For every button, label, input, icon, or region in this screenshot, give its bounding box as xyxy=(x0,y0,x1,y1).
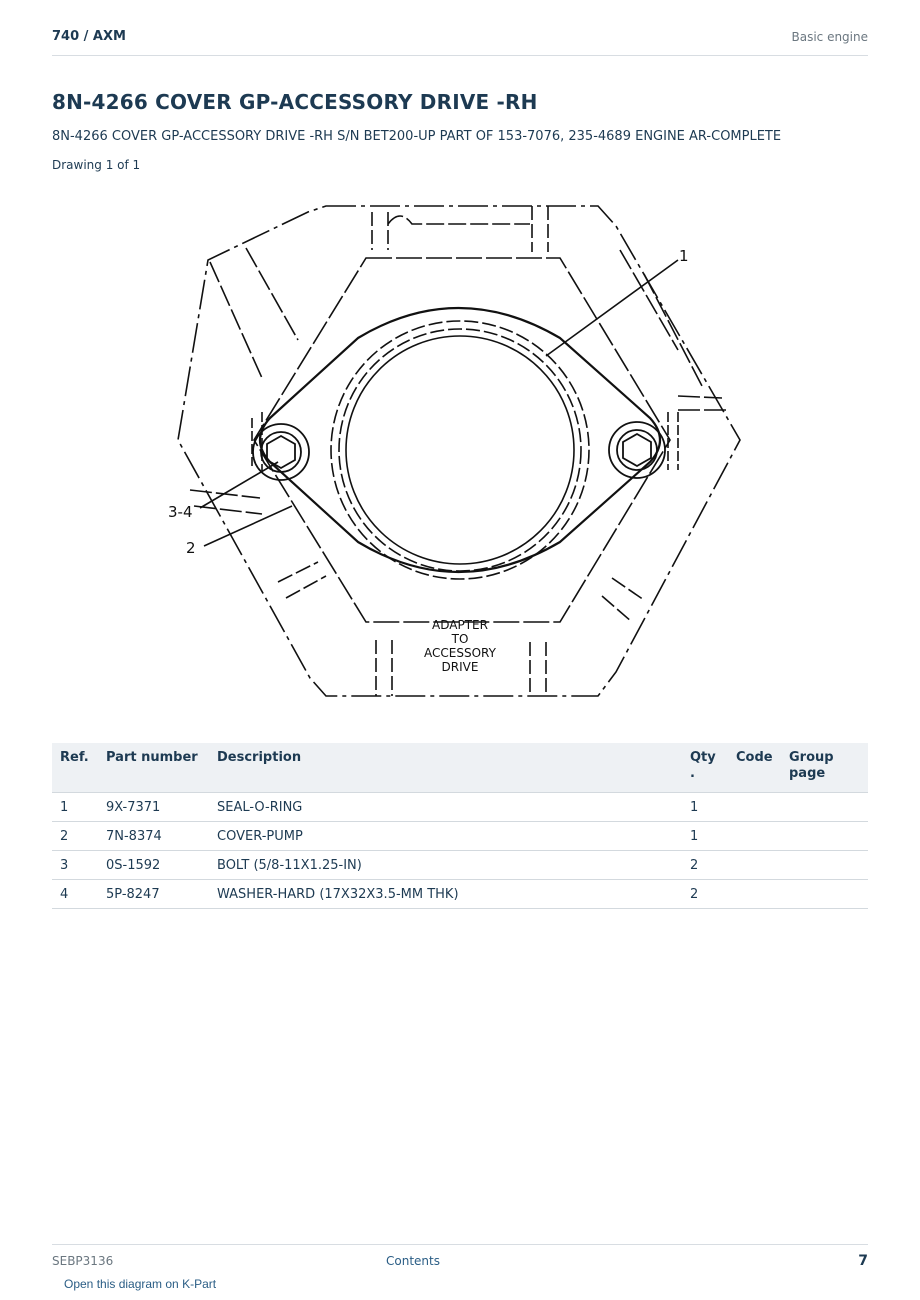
col-qty xyxy=(682,743,728,793)
section-label: Basic engine xyxy=(791,30,868,44)
cell-description: BOLT (5/8-11X1.25-IN) xyxy=(209,851,682,880)
col-ref: Ref. xyxy=(52,743,98,793)
cell-description: SEAL-O-RING xyxy=(209,793,682,822)
adapter-label-line-4: DRIVE xyxy=(441,660,479,674)
cell-group-page xyxy=(781,793,868,822)
adapter-label-line-3: ACCESSORY xyxy=(424,646,496,660)
cell-qty: 1 xyxy=(682,822,728,851)
page-header xyxy=(52,29,868,56)
contents-link[interactable]: Contents xyxy=(386,1254,440,1268)
cell-group-page xyxy=(781,880,868,909)
seal-o-ring xyxy=(331,321,589,579)
cell-part-number: 0S-1592 xyxy=(98,851,209,880)
cell-code xyxy=(728,880,781,909)
document-id: SEBP3136 xyxy=(52,1254,114,1268)
cell-group-page xyxy=(781,822,868,851)
open-kpart-link[interactable]: Open this diagram on K-Part xyxy=(64,1277,217,1291)
cell-group-page xyxy=(781,851,868,880)
adapter-label xyxy=(424,618,497,674)
callout-3-4: 3-4 xyxy=(168,503,193,521)
table-row xyxy=(52,822,868,851)
page-number: 7 xyxy=(858,1253,868,1269)
cell-qty: 2 xyxy=(682,851,728,880)
col-description: Description xyxy=(209,743,682,793)
parts-table-header xyxy=(52,743,868,793)
drawing-count: Drawing 1 of 1 xyxy=(52,158,141,172)
cell-part-number: 7N-8374 xyxy=(98,822,209,851)
col-group-line-1: Group xyxy=(789,750,834,765)
cell-ref: 3 xyxy=(52,851,98,880)
page-footer xyxy=(52,1244,868,1269)
adapter-label-line-1: ADAPTER xyxy=(432,618,488,632)
cell-part-number: 9X-7371 xyxy=(98,793,209,822)
col-group-page xyxy=(781,743,868,793)
col-group-line-2: page xyxy=(789,766,826,781)
table-row xyxy=(52,793,868,822)
cell-qty: 1 xyxy=(682,793,728,822)
page-title: 8N-4266 COVER GP-ACCESSORY DRIVE -RH xyxy=(52,90,538,114)
cell-ref: 4 xyxy=(52,880,98,909)
cell-ref: 1 xyxy=(52,793,98,822)
callout-2: 2 xyxy=(186,539,196,557)
cell-ref: 2 xyxy=(52,822,98,851)
col-code: Code xyxy=(728,743,781,793)
cell-description: COVER-PUMP xyxy=(209,822,682,851)
col-qty-line-2: . xyxy=(690,766,695,781)
col-qty-line-1: Qty xyxy=(690,750,716,765)
cell-code xyxy=(728,793,781,822)
parts-table xyxy=(52,743,868,909)
cell-part-number: 5P-8247 xyxy=(98,880,209,909)
cell-qty: 2 xyxy=(682,880,728,909)
cover-plate xyxy=(260,308,660,572)
page-subtitle: 8N-4266 COVER GP-ACCESSORY DRIVE -RH S/N BET200-UP PART OF 153-7076, 235-4689 ENGINE AR-COMPLETE xyxy=(52,129,782,144)
bolt-right xyxy=(609,422,665,478)
parts-diagram xyxy=(150,190,770,710)
cell-code xyxy=(728,822,781,851)
table-row xyxy=(52,851,868,880)
table-row xyxy=(52,880,868,909)
callout-1: 1 xyxy=(679,247,689,265)
col-part-number: Part number xyxy=(98,743,209,793)
adapter-label-line-2: TO xyxy=(451,632,469,646)
leader-lines xyxy=(200,260,678,546)
model-label: 740 / AXM xyxy=(52,29,126,44)
cell-description: WASHER-HARD (17X32X3.5-MM THK) xyxy=(209,880,682,909)
cell-code xyxy=(728,851,781,880)
